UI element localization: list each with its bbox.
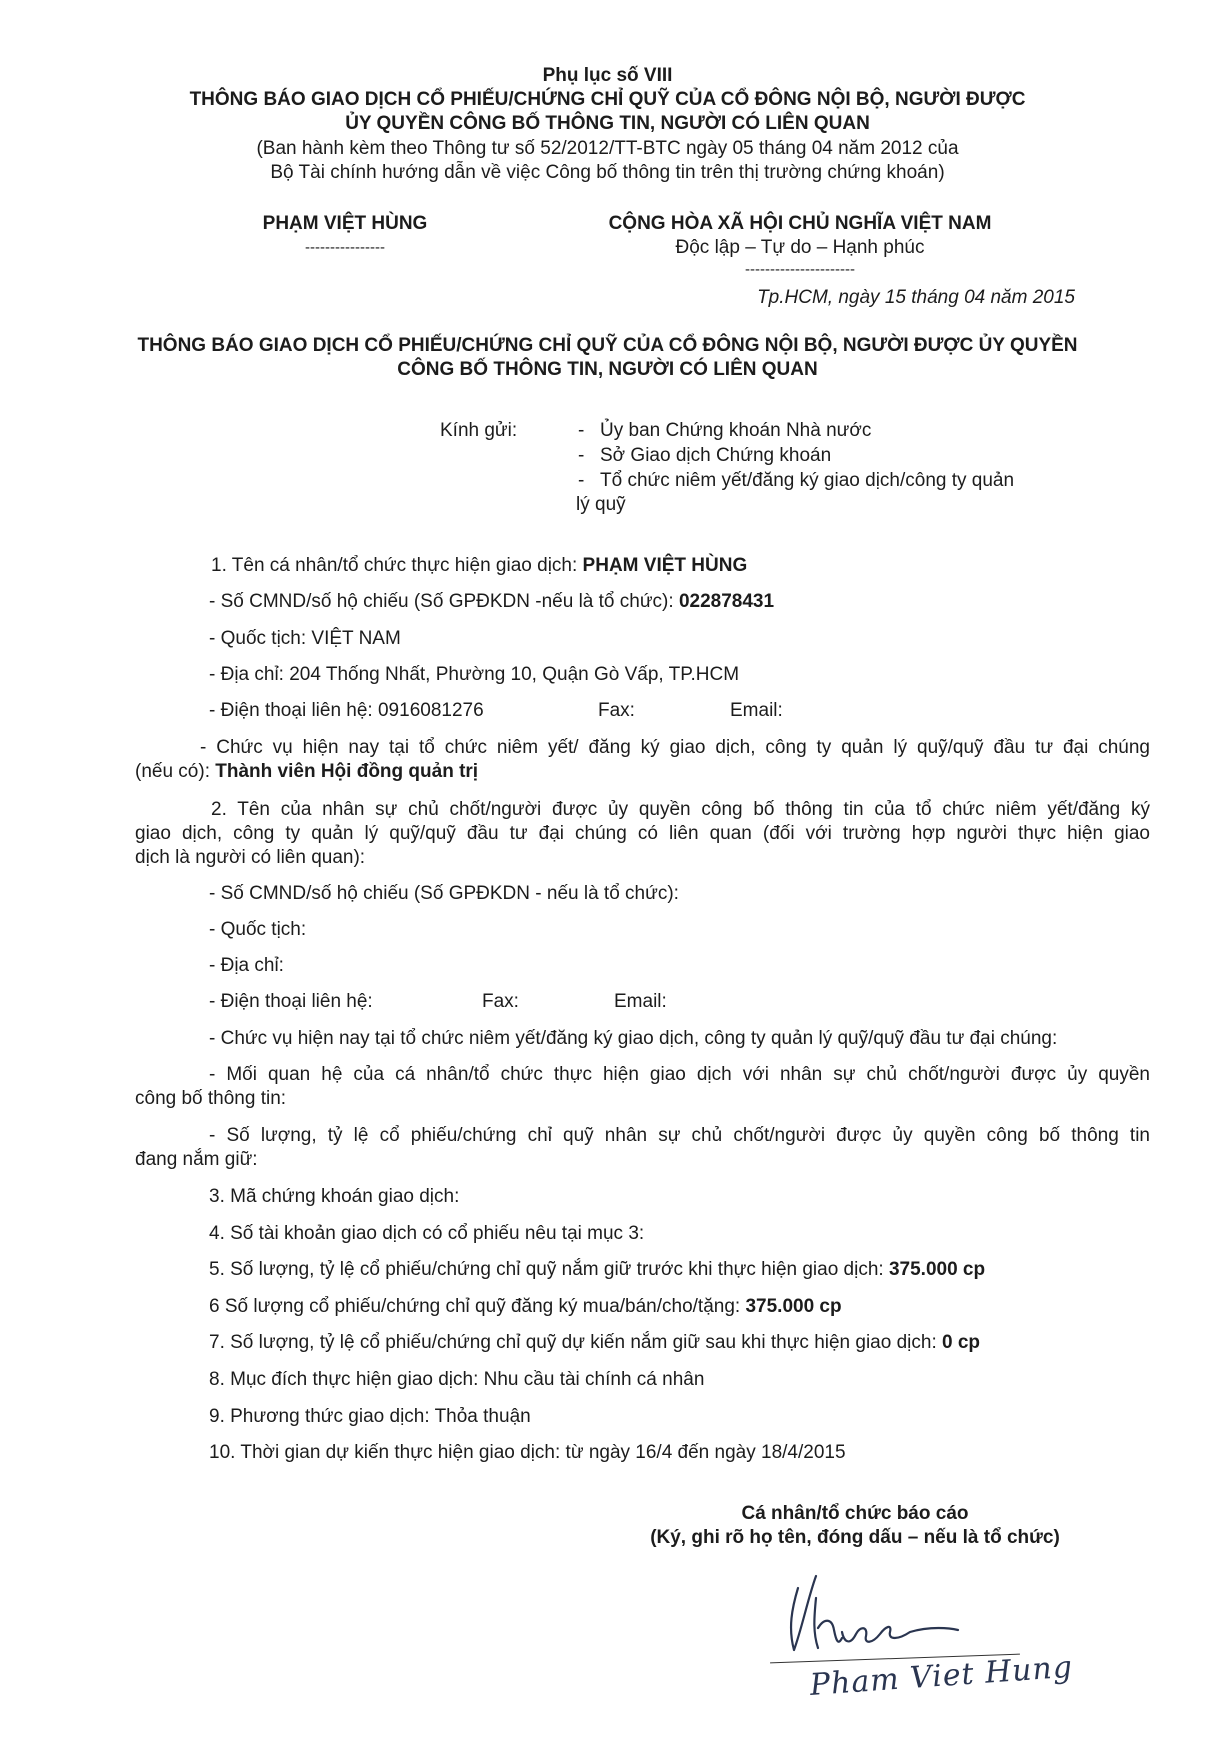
s1-position-value: Thành viên Hội đồng quản trị [215, 761, 479, 782]
s1-id-value: 022878431 [678, 591, 775, 612]
item-8: 8. Mục đích thực hiện giao dịch: Nhu cầu tài chính cá nhân [209, 1369, 705, 1390]
appendix-title-line2: ỦY QUYỀN CÔNG BỐ THÔNG TIN, NGƯỜI CÓ LIÊN QUAN [345, 113, 870, 134]
item-9: 9. Phương thức giao dịch: Thỏa thuận [209, 1406, 531, 1427]
signature-subtitle: (Ký, ghi rõ họ tên, đóng dấu – nếu là tổ chức) [650, 1527, 1060, 1548]
item-7-value: 0 cp [942, 1332, 981, 1353]
s2-address: - Địa chỉ: [209, 955, 284, 976]
appendix-subtitle-line1: (Ban hành kèm theo Thông tư số 52/2012/TT-BTC ngày 05 tháng 04 năm 2012 của [256, 138, 959, 159]
s1-name-row [211, 554, 747, 578]
item-3: 3. Mã chứng khoán giao dịch: [209, 1186, 460, 1207]
s2-nationality: - Quốc tịch: [209, 919, 307, 940]
s1-id-label: - Số CMND/số hộ chiếu (Số GPĐKDN -nếu là tổ chức): [209, 591, 679, 612]
item-7 [209, 1331, 980, 1355]
signature-title: Cá nhân/tổ chức báo cáo [741, 1503, 969, 1524]
recipient-dash: - [578, 445, 585, 466]
recipient-ssc: Ủy ban Chứng khoán Nhà nước [600, 420, 872, 441]
recipient-dash: - [578, 470, 585, 491]
appendix-subtitle-line2: Bộ Tài chính hướng dẫn về việc Công bố thông tin trên thị trường chứng khoán) [270, 162, 945, 183]
appendix-title-line1: THÔNG BÁO GIAO DỊCH CỔ PHIẾU/CHỨNG CHỈ QUỸ CỦA CỔ ĐÔNG NỘI BỘ, NGƯỜI ĐƯỢC [189, 89, 1026, 110]
recipients-label: Kính gửi: [440, 420, 518, 441]
s1-position-prefix: (nếu có): [135, 761, 216, 782]
item-5-value: 375.000 cp [888, 1259, 986, 1280]
item-6-value: 375.000 cp [745, 1296, 842, 1317]
s2-id: - Số CMND/số hộ chiếu (Số GPĐKDN - nếu là tổ chức): [209, 883, 679, 904]
recipient-listed-org-cont: lý quỹ [576, 494, 626, 515]
recipient-dash: - [578, 420, 585, 441]
s2-email: Email: [614, 991, 667, 1012]
s1-fax: Fax: [598, 700, 635, 721]
handwritten-name: Pham Viet Hung [808, 1649, 1075, 1703]
item-6 [209, 1295, 842, 1319]
s1-email: Email: [730, 700, 783, 721]
s2-relation-line1: - Mối quan hệ của cá nhân/tổ chức thực hiện giao dịch với nhân sự chủ chốt/người được ủy quyền [209, 1064, 1150, 1085]
s2-relation-line2: công bố thông tin: [135, 1088, 287, 1109]
s2-holding-line2: đang nắm giữ: [135, 1149, 258, 1170]
item-5 [209, 1258, 985, 1282]
item-6-label: 6 Số lượng cổ phiếu/chứng chỉ quỹ đăng ký mua/bán/cho/tặng: [209, 1296, 746, 1317]
s2-position: - Chức vụ hiện nay tại tổ chức niêm yết/đăng ký giao dịch, công ty quản lý quỹ/quỹ đầu tư đại chúng: [209, 1028, 1058, 1049]
motto-rule: ---------------------- [745, 261, 855, 278]
document-title-line1: THÔNG BÁO GIAO DỊCH CỔ PHIẾU/CHỨNG CHỈ QUỸ CỦA CỔ ĐÔNG NỘI BỘ, NGƯỜI ĐƯỢC ỦY QUYỀN [137, 335, 1078, 356]
recipient-exchange: Sở Giao dịch Chứng khoán [600, 445, 832, 466]
s2-line2: giao dịch, công ty quản lý quỹ/quỹ đầu tư đại chúng có liên quan (đối với trường hợp người thực hiện giao [135, 823, 1150, 844]
item-4: 4. Số tài khoản giao dịch có cổ phiếu nêu tại mục 3: [209, 1223, 645, 1244]
s2-phone: - Điện thoại liên hệ: [209, 991, 373, 1012]
recipient-listed-org: Tổ chức niêm yết/đăng ký giao dịch/công ty quản [600, 470, 1015, 491]
s1-address: - Địa chỉ: 204 Thống Nhất, Phường 10, Quận Gò Vấp, TP.HCM [209, 664, 740, 685]
s2-holding-line1: - Số lượng, tỷ lệ cổ phiếu/chứng chỉ quỹ nhân sự chủ chốt/người được ủy quyền công bố thông tin [209, 1125, 1150, 1146]
national-motto: Độc lập – Tự do – Hạnh phúc [675, 237, 925, 258]
document-date: Tp.HCM, ngày 15 tháng 04 năm 2015 [757, 287, 1075, 308]
s2-line1: 2. Tên của nhân sự chủ chốt/người được ủy quyền công bố thông tin của tổ chức niêm yết/đăng ký [211, 799, 1150, 820]
s2-fax: Fax: [482, 991, 519, 1012]
s1-id-row [209, 590, 774, 614]
sender-rule: ---------------- [305, 239, 385, 256]
s1-name-value: PHẠM VIỆT HÙNG [582, 555, 748, 576]
item-10: 10. Thời gian dự kiến thực hiện giao dịch: từ ngày 16/4 đến ngày 18/4/2015 [209, 1442, 846, 1463]
s1-phone: - Điện thoại liên hệ: 0916081276 [209, 700, 484, 721]
nation-name: CỘNG HÒA XÃ HỘI CHỦ NGHĨA VIỆT NAM [608, 213, 992, 234]
appendix-number: Phụ lục số VIII [542, 65, 673, 86]
item-5-label: 5. Số lượng, tỷ lệ cổ phiếu/chứng chỉ quỹ nắm giữ trước khi thực hiện giao dịch: [209, 1259, 889, 1280]
signature-mark-icon [780, 1568, 980, 1658]
s1-nationality: - Quốc tịch: VIỆT NAM [209, 628, 401, 649]
s2-line3: dịch là người có liên quan): [135, 847, 366, 868]
document-title-line2: CÔNG BỐ THÔNG TIN, NGƯỜI CÓ LIÊN QUAN [397, 359, 818, 380]
s1-position-line1: - Chức vụ hiện nay tại tổ chức niêm yết/ đăng ký giao dịch, công ty quản lý quỹ/quỹ đầu tư đại chúng [200, 737, 1150, 758]
s1-name-label: 1. Tên cá nhân/tổ chức thực hiện giao dịch: [211, 555, 583, 576]
sender-name: PHẠM VIỆT HÙNG [262, 213, 428, 234]
item-7-label: 7. Số lượng, tỷ lệ cổ phiếu/chứng chỉ quỹ dự kiến nắm giữ sau khi thực hiện giao dịch: [209, 1332, 943, 1353]
s1-position-row [135, 760, 478, 784]
